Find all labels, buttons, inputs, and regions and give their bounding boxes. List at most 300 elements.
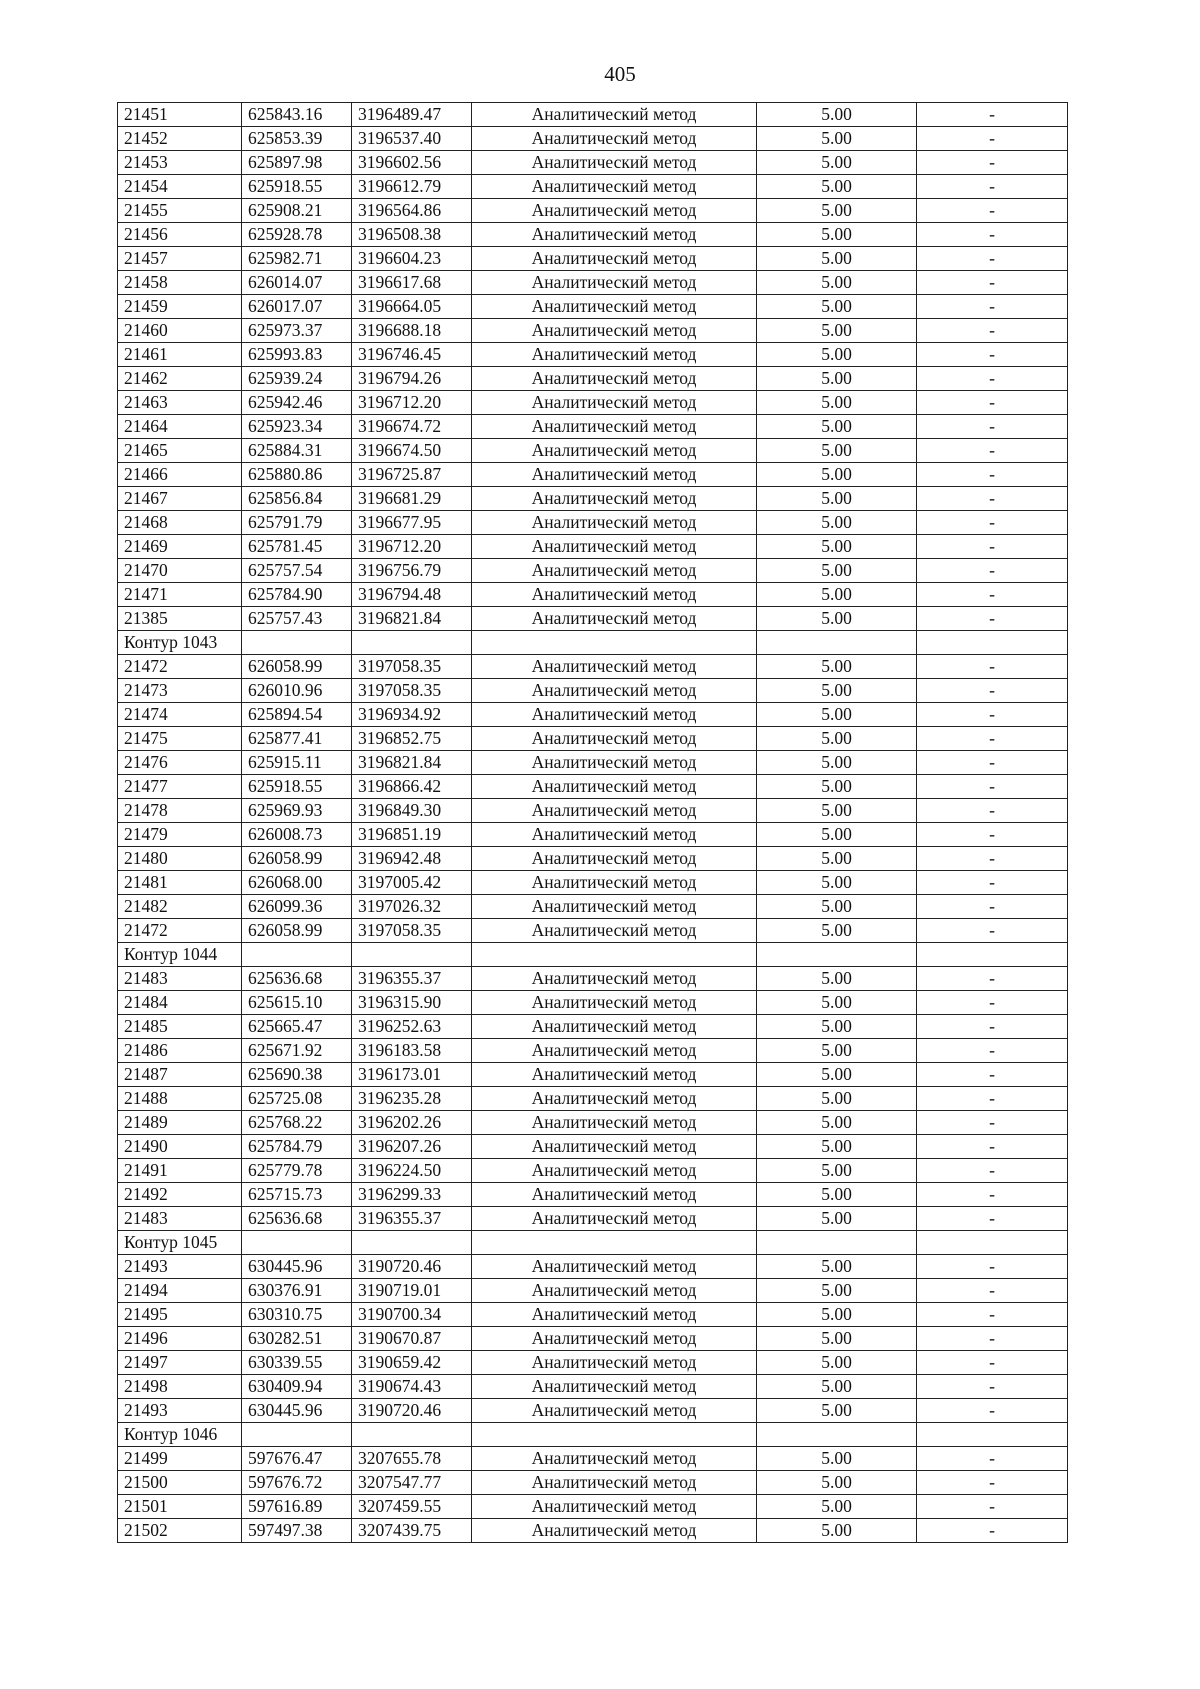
empty-cell bbox=[242, 631, 352, 655]
method-cell: Аналитический метод bbox=[472, 1039, 757, 1063]
coordinates-table-body bbox=[118, 103, 1068, 1543]
coordinate-y: 3207459.55 bbox=[352, 1495, 472, 1519]
contour-row bbox=[118, 943, 1068, 967]
coordinate-x: 625969.93 bbox=[242, 799, 352, 823]
empty-cell bbox=[757, 1231, 917, 1255]
error-value: 5.00 bbox=[757, 1015, 917, 1039]
coordinate-y: 3196674.50 bbox=[352, 439, 472, 463]
description-cell: - bbox=[917, 487, 1068, 511]
coordinate-y: 3196235.28 bbox=[352, 1087, 472, 1111]
method-cell: Аналитический метод bbox=[472, 1087, 757, 1111]
method-cell: Аналитический метод bbox=[472, 799, 757, 823]
method-cell: Аналитический метод bbox=[472, 559, 757, 583]
coordinate-x: 625781.45 bbox=[242, 535, 352, 559]
method-cell: Аналитический метод bbox=[472, 271, 757, 295]
point-number: 21455 bbox=[118, 199, 242, 223]
empty-cell bbox=[472, 1231, 757, 1255]
empty-cell bbox=[352, 1423, 472, 1447]
coordinate-y: 3196942.48 bbox=[352, 847, 472, 871]
error-value: 5.00 bbox=[757, 1135, 917, 1159]
point-number: 21452 bbox=[118, 127, 242, 151]
method-cell: Аналитический метод bbox=[472, 1399, 757, 1423]
description-cell: - bbox=[917, 823, 1068, 847]
description-cell: - bbox=[917, 583, 1068, 607]
description-cell: - bbox=[917, 727, 1068, 751]
coordinate-y: 3196674.72 bbox=[352, 415, 472, 439]
method-cell: Аналитический метод bbox=[472, 1015, 757, 1039]
empty-cell bbox=[352, 631, 472, 655]
method-cell: Аналитический метод bbox=[472, 679, 757, 703]
point-number: 21454 bbox=[118, 175, 242, 199]
coordinate-x: 625884.31 bbox=[242, 439, 352, 463]
error-value: 5.00 bbox=[757, 415, 917, 439]
description-cell: - bbox=[917, 1375, 1068, 1399]
description-cell: - bbox=[917, 1399, 1068, 1423]
error-value: 5.00 bbox=[757, 919, 917, 943]
coordinate-y: 3190719.01 bbox=[352, 1279, 472, 1303]
coordinate-x: 625908.21 bbox=[242, 199, 352, 223]
point-number: 21457 bbox=[118, 247, 242, 271]
coordinate-y: 3190700.34 bbox=[352, 1303, 472, 1327]
description-cell: - bbox=[917, 703, 1068, 727]
coordinate-x: 625779.78 bbox=[242, 1159, 352, 1183]
description-cell: - bbox=[917, 1039, 1068, 1063]
table-row bbox=[118, 487, 1068, 511]
coordinate-x: 625897.98 bbox=[242, 151, 352, 175]
coordinate-x: 597616.89 bbox=[242, 1495, 352, 1519]
table-row bbox=[118, 751, 1068, 775]
table-row bbox=[118, 919, 1068, 943]
coordinate-x: 630445.96 bbox=[242, 1399, 352, 1423]
point-number: 21481 bbox=[118, 871, 242, 895]
coordinate-x: 625615.10 bbox=[242, 991, 352, 1015]
coordinate-x: 626068.00 bbox=[242, 871, 352, 895]
method-cell: Аналитический метод bbox=[472, 487, 757, 511]
table-row bbox=[118, 535, 1068, 559]
error-value: 5.00 bbox=[757, 895, 917, 919]
method-cell: Аналитический метод bbox=[472, 511, 757, 535]
method-cell: Аналитический метод bbox=[472, 823, 757, 847]
method-cell: Аналитический метод bbox=[472, 847, 757, 871]
point-number: 21479 bbox=[118, 823, 242, 847]
table-row bbox=[118, 271, 1068, 295]
description-cell: - bbox=[917, 607, 1068, 631]
page-number: 405 bbox=[604, 62, 636, 86]
method-cell: Аналитический метод bbox=[472, 535, 757, 559]
error-value: 5.00 bbox=[757, 391, 917, 415]
empty-cell bbox=[472, 1423, 757, 1447]
error-value: 5.00 bbox=[757, 1471, 917, 1495]
point-number: 21478 bbox=[118, 799, 242, 823]
method-cell: Аналитический метод bbox=[472, 1351, 757, 1375]
description-cell: - bbox=[917, 1495, 1068, 1519]
table-row bbox=[118, 799, 1068, 823]
coordinate-y: 3196612.79 bbox=[352, 175, 472, 199]
table-row bbox=[118, 247, 1068, 271]
coordinate-y: 3190720.46 bbox=[352, 1255, 472, 1279]
method-cell: Аналитический метод bbox=[472, 175, 757, 199]
point-number: 21493 bbox=[118, 1399, 242, 1423]
description-cell: - bbox=[917, 1447, 1068, 1471]
description-cell: - bbox=[917, 463, 1068, 487]
description-cell: - bbox=[917, 391, 1068, 415]
coordinate-y: 3196821.84 bbox=[352, 751, 472, 775]
method-cell: Аналитический метод bbox=[472, 367, 757, 391]
error-value: 5.00 bbox=[757, 1519, 917, 1543]
table-row bbox=[118, 727, 1068, 751]
empty-cell bbox=[917, 1231, 1068, 1255]
description-cell: - bbox=[917, 991, 1068, 1015]
description-cell: - bbox=[917, 199, 1068, 223]
table-row bbox=[118, 1447, 1068, 1471]
empty-cell bbox=[472, 943, 757, 967]
table-row bbox=[118, 1279, 1068, 1303]
table-row bbox=[118, 871, 1068, 895]
coordinate-x: 630376.91 bbox=[242, 1279, 352, 1303]
description-cell: - bbox=[917, 415, 1068, 439]
table-row bbox=[118, 1495, 1068, 1519]
method-cell: Аналитический метод bbox=[472, 223, 757, 247]
method-cell: Аналитический метод bbox=[472, 319, 757, 343]
point-number: 21484 bbox=[118, 991, 242, 1015]
point-number: 21493 bbox=[118, 1255, 242, 1279]
method-cell: Аналитический метод bbox=[472, 607, 757, 631]
error-value: 5.00 bbox=[757, 655, 917, 679]
table-row bbox=[118, 199, 1068, 223]
coordinate-y: 3196712.20 bbox=[352, 391, 472, 415]
coordinate-x: 597497.38 bbox=[242, 1519, 352, 1543]
empty-cell bbox=[242, 1231, 352, 1255]
description-cell: - bbox=[917, 775, 1068, 799]
coordinate-x: 625636.68 bbox=[242, 1207, 352, 1231]
coordinate-y: 3196224.50 bbox=[352, 1159, 472, 1183]
table-row bbox=[118, 1351, 1068, 1375]
error-value: 5.00 bbox=[757, 1303, 917, 1327]
coordinate-x: 625939.24 bbox=[242, 367, 352, 391]
coordinate-y: 3196202.26 bbox=[352, 1111, 472, 1135]
point-number: 21461 bbox=[118, 343, 242, 367]
description-cell: - bbox=[917, 1183, 1068, 1207]
coordinate-x: 625915.11 bbox=[242, 751, 352, 775]
coordinate-x: 625894.54 bbox=[242, 703, 352, 727]
method-cell: Аналитический метод bbox=[472, 343, 757, 367]
method-cell: Аналитический метод bbox=[472, 967, 757, 991]
error-value: 5.00 bbox=[757, 751, 917, 775]
method-cell: Аналитический метод bbox=[472, 127, 757, 151]
contour-row bbox=[118, 1423, 1068, 1447]
description-cell: - bbox=[917, 1519, 1068, 1543]
error-value: 5.00 bbox=[757, 799, 917, 823]
coordinate-x: 625918.55 bbox=[242, 175, 352, 199]
table-row bbox=[118, 823, 1068, 847]
coordinate-y: 3196564.86 bbox=[352, 199, 472, 223]
description-cell: - bbox=[917, 247, 1068, 271]
point-number: 21502 bbox=[118, 1519, 242, 1543]
contour-name: Контур 1044 bbox=[118, 943, 242, 967]
point-number: 21469 bbox=[118, 535, 242, 559]
point-number: 21475 bbox=[118, 727, 242, 751]
coordinate-y: 3196712.20 bbox=[352, 535, 472, 559]
coordinate-x: 625784.79 bbox=[242, 1135, 352, 1159]
coordinate-x: 625853.39 bbox=[242, 127, 352, 151]
coordinate-x: 626058.99 bbox=[242, 919, 352, 943]
coordinate-y: 3196664.05 bbox=[352, 295, 472, 319]
method-cell: Аналитический метод bbox=[472, 1063, 757, 1087]
point-number: 21488 bbox=[118, 1087, 242, 1111]
coordinate-y: 3196183.58 bbox=[352, 1039, 472, 1063]
table-row bbox=[118, 343, 1068, 367]
method-cell: Аналитический метод bbox=[472, 463, 757, 487]
coordinate-x: 625856.84 bbox=[242, 487, 352, 511]
coordinate-x: 625918.55 bbox=[242, 775, 352, 799]
description-cell: - bbox=[917, 679, 1068, 703]
table-row bbox=[118, 295, 1068, 319]
coordinate-y: 3196355.37 bbox=[352, 1207, 472, 1231]
method-cell: Аналитический метод bbox=[472, 1279, 757, 1303]
method-cell: Аналитический метод bbox=[472, 391, 757, 415]
error-value: 5.00 bbox=[757, 1183, 917, 1207]
description-cell: - bbox=[917, 1327, 1068, 1351]
description-cell: - bbox=[917, 1087, 1068, 1111]
coordinate-y: 3197058.35 bbox=[352, 919, 472, 943]
point-number: 21470 bbox=[118, 559, 242, 583]
error-value: 5.00 bbox=[757, 1111, 917, 1135]
method-cell: Аналитический метод bbox=[472, 1183, 757, 1207]
method-cell: Аналитический метод bbox=[472, 1471, 757, 1495]
coordinate-y: 3197058.35 bbox=[352, 679, 472, 703]
point-number: 21462 bbox=[118, 367, 242, 391]
error-value: 5.00 bbox=[757, 223, 917, 247]
contour-name: Контур 1046 bbox=[118, 1423, 242, 1447]
coordinate-x: 625636.68 bbox=[242, 967, 352, 991]
method-cell: Аналитический метод bbox=[472, 1375, 757, 1399]
error-value: 5.00 bbox=[757, 559, 917, 583]
description-cell: - bbox=[917, 1303, 1068, 1327]
empty-cell bbox=[757, 1423, 917, 1447]
table-row bbox=[118, 1399, 1068, 1423]
coordinate-x: 625715.73 bbox=[242, 1183, 352, 1207]
method-cell: Аналитический метод bbox=[472, 295, 757, 319]
coordinate-x: 625923.34 bbox=[242, 415, 352, 439]
table-row bbox=[118, 895, 1068, 919]
point-number: 21492 bbox=[118, 1183, 242, 1207]
description-cell: - bbox=[917, 1015, 1068, 1039]
coordinate-y: 3196173.01 bbox=[352, 1063, 472, 1087]
table-row bbox=[118, 463, 1068, 487]
error-value: 5.00 bbox=[757, 1375, 917, 1399]
description-cell: - bbox=[917, 175, 1068, 199]
point-number: 21490 bbox=[118, 1135, 242, 1159]
coordinate-x: 625973.37 bbox=[242, 319, 352, 343]
table-row bbox=[118, 1375, 1068, 1399]
error-value: 5.00 bbox=[757, 151, 917, 175]
coordinate-y: 3196252.63 bbox=[352, 1015, 472, 1039]
method-cell: Аналитический метод bbox=[472, 775, 757, 799]
table-row bbox=[118, 127, 1068, 151]
table-row bbox=[118, 559, 1068, 583]
point-number: 21485 bbox=[118, 1015, 242, 1039]
table-row bbox=[118, 319, 1068, 343]
error-value: 5.00 bbox=[757, 703, 917, 727]
point-number: 21466 bbox=[118, 463, 242, 487]
method-cell: Аналитический метод bbox=[472, 703, 757, 727]
contour-row bbox=[118, 631, 1068, 655]
contour-name: Контур 1045 bbox=[118, 1231, 242, 1255]
point-number: 21487 bbox=[118, 1063, 242, 1087]
method-cell: Аналитический метод bbox=[472, 1303, 757, 1327]
description-cell: - bbox=[917, 103, 1068, 127]
method-cell: Аналитический метод bbox=[472, 1327, 757, 1351]
table-row bbox=[118, 175, 1068, 199]
error-value: 5.00 bbox=[757, 1327, 917, 1351]
description-cell: - bbox=[917, 1471, 1068, 1495]
point-number: 21459 bbox=[118, 295, 242, 319]
error-value: 5.00 bbox=[757, 199, 917, 223]
error-value: 5.00 bbox=[757, 583, 917, 607]
coordinate-y: 3190670.87 bbox=[352, 1327, 472, 1351]
coordinate-y: 3207439.75 bbox=[352, 1519, 472, 1543]
error-value: 5.00 bbox=[757, 103, 917, 127]
coordinate-y: 3196851.19 bbox=[352, 823, 472, 847]
error-value: 5.00 bbox=[757, 1399, 917, 1423]
point-number: 21495 bbox=[118, 1303, 242, 1327]
description-cell: - bbox=[917, 847, 1068, 871]
coordinate-y: 3190674.43 bbox=[352, 1375, 472, 1399]
error-value: 5.00 bbox=[757, 1063, 917, 1087]
error-value: 5.00 bbox=[757, 511, 917, 535]
coordinate-x: 625690.38 bbox=[242, 1063, 352, 1087]
empty-cell bbox=[917, 631, 1068, 655]
point-number: 21486 bbox=[118, 1039, 242, 1063]
method-cell: Аналитический метод bbox=[472, 247, 757, 271]
coordinate-x: 626058.99 bbox=[242, 847, 352, 871]
point-number: 21471 bbox=[118, 583, 242, 607]
coordinate-x: 625993.83 bbox=[242, 343, 352, 367]
table-row bbox=[118, 391, 1068, 415]
coordinate-x: 625671.92 bbox=[242, 1039, 352, 1063]
point-number: 21472 bbox=[118, 655, 242, 679]
description-cell: - bbox=[917, 1279, 1068, 1303]
description-cell: - bbox=[917, 223, 1068, 247]
coordinate-x: 625665.47 bbox=[242, 1015, 352, 1039]
coordinate-y: 3196537.40 bbox=[352, 127, 472, 151]
description-cell: - bbox=[917, 1207, 1068, 1231]
method-cell: Аналитический метод bbox=[472, 751, 757, 775]
coordinate-y: 3196617.68 bbox=[352, 271, 472, 295]
table-row bbox=[118, 1327, 1068, 1351]
table-row bbox=[118, 1159, 1068, 1183]
point-number: 21451 bbox=[118, 103, 242, 127]
point-number: 21453 bbox=[118, 151, 242, 175]
contour-row bbox=[118, 1231, 1068, 1255]
table-row bbox=[118, 1015, 1068, 1039]
error-value: 5.00 bbox=[757, 463, 917, 487]
point-number: 21494 bbox=[118, 1279, 242, 1303]
description-cell: - bbox=[917, 127, 1068, 151]
method-cell: Аналитический метод bbox=[472, 1447, 757, 1471]
error-value: 5.00 bbox=[757, 175, 917, 199]
table-row bbox=[118, 1111, 1068, 1135]
coordinate-x: 625843.16 bbox=[242, 103, 352, 127]
description-cell: - bbox=[917, 751, 1068, 775]
coordinate-x: 625725.08 bbox=[242, 1087, 352, 1111]
coordinate-y: 3197058.35 bbox=[352, 655, 472, 679]
method-cell: Аналитический метод bbox=[472, 199, 757, 223]
coordinate-x: 630310.75 bbox=[242, 1303, 352, 1327]
coordinate-y: 3196934.92 bbox=[352, 703, 472, 727]
coordinate-x: 625877.41 bbox=[242, 727, 352, 751]
coordinates-table bbox=[117, 102, 1068, 1543]
description-cell: - bbox=[917, 151, 1068, 175]
empty-cell bbox=[242, 1423, 352, 1447]
coordinate-y: 3196299.33 bbox=[352, 1183, 472, 1207]
error-value: 5.00 bbox=[757, 1087, 917, 1111]
coordinate-y: 3196508.38 bbox=[352, 223, 472, 247]
error-value: 5.00 bbox=[757, 295, 917, 319]
coordinate-y: 3196821.84 bbox=[352, 607, 472, 631]
description-cell: - bbox=[917, 1063, 1068, 1087]
method-cell: Аналитический метод bbox=[472, 727, 757, 751]
description-cell: - bbox=[917, 1135, 1068, 1159]
coordinate-x: 626099.36 bbox=[242, 895, 352, 919]
coordinate-y: 3196794.26 bbox=[352, 367, 472, 391]
table-row bbox=[118, 511, 1068, 535]
table-row bbox=[118, 151, 1068, 175]
description-cell: - bbox=[917, 799, 1068, 823]
table-row bbox=[118, 367, 1068, 391]
point-number: 21465 bbox=[118, 439, 242, 463]
coordinate-y: 3196866.42 bbox=[352, 775, 472, 799]
empty-cell bbox=[472, 631, 757, 655]
contour-name: Контур 1043 bbox=[118, 631, 242, 655]
description-cell: - bbox=[917, 871, 1068, 895]
error-value: 5.00 bbox=[757, 1207, 917, 1231]
error-value: 5.00 bbox=[757, 439, 917, 463]
coordinate-y: 3196746.45 bbox=[352, 343, 472, 367]
coordinate-x: 626010.96 bbox=[242, 679, 352, 703]
coordinate-y: 3196852.75 bbox=[352, 727, 472, 751]
method-cell: Аналитический метод bbox=[472, 871, 757, 895]
method-cell: Аналитический метод bbox=[472, 1519, 757, 1543]
coordinate-y: 3207547.77 bbox=[352, 1471, 472, 1495]
table-row bbox=[118, 1039, 1068, 1063]
error-value: 5.00 bbox=[757, 271, 917, 295]
coordinate-x: 626058.99 bbox=[242, 655, 352, 679]
table-row bbox=[118, 991, 1068, 1015]
point-number: 21468 bbox=[118, 511, 242, 535]
coordinate-x: 625768.22 bbox=[242, 1111, 352, 1135]
table-row bbox=[118, 103, 1068, 127]
error-value: 5.00 bbox=[757, 847, 917, 871]
coordinate-x: 630409.94 bbox=[242, 1375, 352, 1399]
table-row bbox=[118, 1255, 1068, 1279]
point-number: 21476 bbox=[118, 751, 242, 775]
error-value: 5.00 bbox=[757, 535, 917, 559]
table-row bbox=[118, 1183, 1068, 1207]
description-cell: - bbox=[917, 919, 1068, 943]
point-number: 21496 bbox=[118, 1327, 242, 1351]
empty-cell bbox=[352, 1231, 472, 1255]
error-value: 5.00 bbox=[757, 319, 917, 343]
method-cell: Аналитический метод bbox=[472, 103, 757, 127]
error-value: 5.00 bbox=[757, 1447, 917, 1471]
table-row bbox=[118, 1519, 1068, 1543]
coordinate-x: 626017.07 bbox=[242, 295, 352, 319]
coordinate-x: 630445.96 bbox=[242, 1255, 352, 1279]
method-cell: Аналитический метод bbox=[472, 1495, 757, 1519]
description-cell: - bbox=[917, 1255, 1068, 1279]
coordinate-x: 597676.47 bbox=[242, 1447, 352, 1471]
